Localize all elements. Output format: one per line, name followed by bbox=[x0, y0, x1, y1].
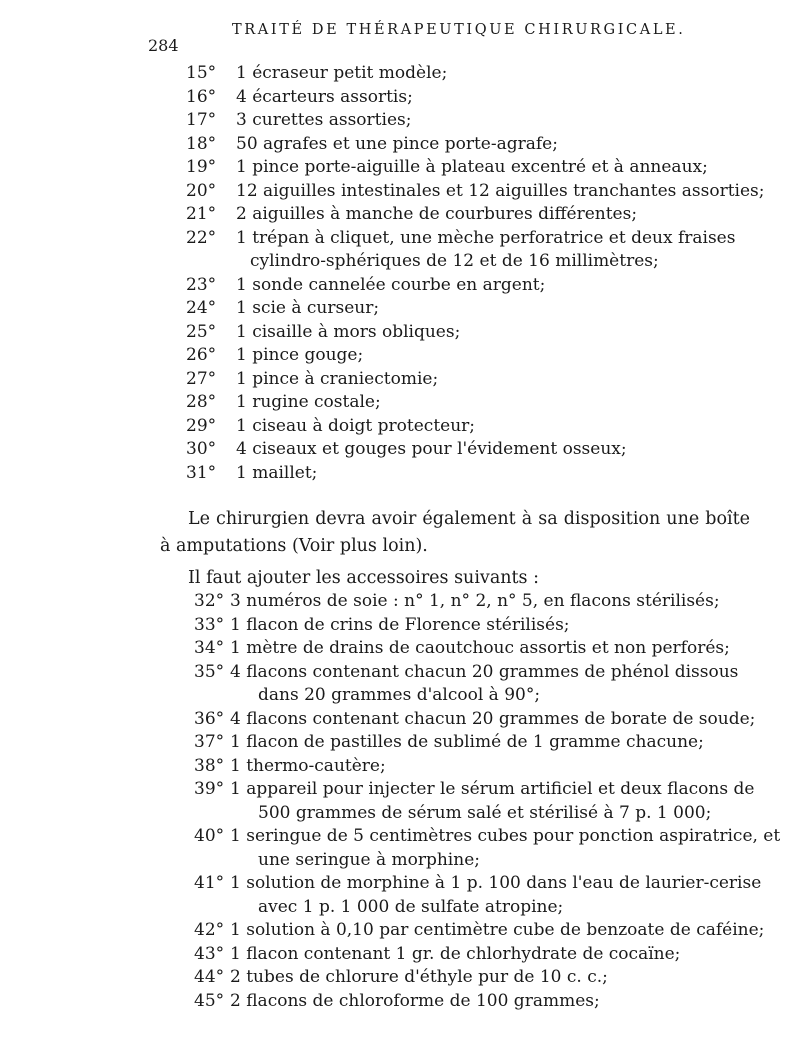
item-text: 1 cisaille à mors obliques; bbox=[236, 321, 461, 342]
item-text: 1 solution à 0,10 par centimètre cube de benzoate de caféine; bbox=[230, 920, 765, 940]
item-text: 1 scie à curseur; bbox=[236, 298, 380, 318]
list-item bbox=[186, 438, 746, 462]
list-item bbox=[186, 180, 765, 204]
list-item bbox=[194, 614, 754, 638]
item-text: 4 écarteurs assortis; bbox=[236, 86, 413, 107]
item-number: 31° bbox=[186, 462, 217, 483]
list-item bbox=[194, 755, 754, 779]
item-text: 2 flacons de chloroforme de 100 grammes; bbox=[230, 990, 600, 1011]
item-number: 32° bbox=[194, 591, 225, 611]
item-text: 1 sonde cannelée courbe en argent; bbox=[236, 274, 546, 295]
item-number: 23° bbox=[186, 274, 217, 295]
item-number: 39° bbox=[194, 779, 225, 799]
list-item bbox=[186, 133, 746, 157]
item-text: 1 solution de morphine à 1 p. 100 dans l'eau de laurier-cerise bbox=[230, 873, 762, 893]
item-text: 1 flacon contenant 1 gr. de chlorhydrate de cocaïne; bbox=[230, 943, 681, 964]
list-item bbox=[186, 415, 746, 439]
item-number: 41° bbox=[194, 873, 225, 893]
item-number: 36° bbox=[194, 708, 225, 729]
item-number: 30° bbox=[186, 439, 217, 459]
list-item bbox=[186, 344, 746, 368]
item-number: 27° bbox=[186, 368, 217, 389]
list-item bbox=[186, 203, 746, 227]
item-number: 34° bbox=[194, 638, 225, 658]
item-number: 17° bbox=[186, 110, 217, 130]
item-number: 16° bbox=[186, 86, 217, 107]
page-number: 284 bbox=[148, 36, 179, 55]
list-item bbox=[186, 62, 746, 86]
instrument-list bbox=[186, 62, 765, 485]
item-text: 50 agrafes et une pince porte-agrafe; bbox=[236, 133, 558, 154]
item-number: 20° bbox=[186, 180, 217, 201]
item-text: 4 ciseaux et gouges pour l'évidement osseux; bbox=[236, 439, 627, 459]
item-text: 1 rugine costale; bbox=[236, 392, 381, 412]
list-item bbox=[194, 590, 754, 614]
list-item bbox=[186, 274, 746, 298]
list-item bbox=[186, 156, 746, 180]
item-number: 35° bbox=[194, 661, 225, 682]
list-item bbox=[186, 368, 746, 392]
item-number: 40° bbox=[194, 826, 225, 846]
item-text: 1 thermo-cautère; bbox=[230, 755, 386, 776]
item-text: 4 flacons contenant chacun 20 grammes de borate de soude; bbox=[230, 708, 756, 729]
item-text: 1 mètre de drains de caoutchouc assortis et non perforés; bbox=[230, 638, 730, 658]
item-number: 42° bbox=[194, 920, 225, 940]
list-item bbox=[186, 297, 746, 321]
list-item bbox=[186, 227, 746, 274]
item-number: 43° bbox=[194, 943, 225, 964]
item-number: 37° bbox=[194, 732, 225, 752]
item-number: 45° bbox=[194, 990, 225, 1011]
list-item bbox=[186, 109, 746, 133]
list-item bbox=[194, 661, 754, 708]
item-number: 44° bbox=[194, 967, 225, 987]
list-item bbox=[194, 708, 754, 732]
list-item bbox=[186, 391, 746, 415]
list-item bbox=[194, 637, 754, 661]
item-text: 12 aiguilles intestinales et 12 aiguilles tranchantes assorties; bbox=[236, 180, 765, 201]
paragraph-accessories-intro: Il faut ajouter les accessoires suivants : bbox=[188, 568, 539, 588]
item-text: 1 pince gouge; bbox=[236, 345, 364, 365]
item-continuation: avec 1 p. 1 000 de sulfate atropine; bbox=[258, 896, 564, 917]
running-head: TRAITÉ DE THÉRAPEUTIQUE CHIRURGICALE. bbox=[232, 22, 686, 38]
paragraph-amputation-box: Le chirurgien devra avoir également à sa disposition une boîte à amputations (Voir plus loin). bbox=[160, 509, 750, 556]
item-text: 3 curettes assorties; bbox=[236, 110, 412, 130]
item-number: 22° bbox=[186, 227, 217, 248]
item-continuation: 500 grammes de sérum salé et stérilisé à 7 p. 1 000; bbox=[258, 802, 712, 823]
item-text: 1 maillet; bbox=[236, 462, 318, 483]
list-item bbox=[194, 919, 765, 943]
item-number: 15° bbox=[186, 63, 217, 83]
item-number: 38° bbox=[194, 755, 225, 776]
item-number: 25° bbox=[186, 321, 217, 342]
list-item bbox=[194, 825, 781, 872]
item-number: 33° bbox=[194, 614, 225, 635]
item-text: 2 aiguilles à manche de courbures différentes; bbox=[236, 204, 638, 224]
list-item bbox=[194, 731, 754, 755]
item-continuation: cylindro-sphériques de 12 et de 16 millimètres; bbox=[250, 251, 659, 271]
item-text: 1 flacon de crins de Florence stérilisés; bbox=[230, 614, 570, 635]
item-text: 1 flacon de pastilles de sublimé de 1 gramme chacune; bbox=[230, 732, 704, 752]
list-item bbox=[194, 943, 754, 967]
item-text: 1 pince porte-aiguille à plateau excentré et à anneaux; bbox=[236, 157, 708, 177]
item-text: 1 appareil pour injecter le sérum artificiel et deux flacons de bbox=[230, 779, 755, 799]
accessory-list bbox=[194, 590, 781, 1013]
list-item bbox=[194, 990, 754, 1014]
list-item bbox=[186, 462, 746, 486]
item-text: 1 pince à craniectomie; bbox=[236, 368, 439, 389]
item-text: 4 flacons contenant chacun 20 grammes de phénol dissous bbox=[230, 661, 739, 682]
item-text: 1 trépan à cliquet, une mèche perforatrice et deux fraises bbox=[236, 227, 736, 248]
list-item bbox=[186, 321, 746, 345]
item-text: 1 ciseau à doigt protecteur; bbox=[236, 415, 476, 436]
list-item bbox=[194, 966, 754, 990]
list-item bbox=[194, 872, 762, 919]
item-number: 18° bbox=[186, 133, 217, 154]
item-number: 28° bbox=[186, 392, 217, 412]
item-number: 21° bbox=[186, 204, 217, 224]
list-item bbox=[194, 778, 754, 825]
item-number: 24° bbox=[186, 298, 217, 318]
item-text: 3 numéros de soie : n° 1, n° 2, n° 5, en flacons stérilisés; bbox=[230, 591, 720, 611]
item-number: 29° bbox=[186, 415, 217, 436]
item-continuation: dans 20 grammes d'alcool à 90°; bbox=[258, 685, 541, 705]
item-continuation: une seringue à morphine; bbox=[258, 849, 480, 870]
item-number: 19° bbox=[186, 157, 217, 177]
list-item bbox=[186, 86, 746, 110]
item-text: 2 tubes de chlorure d'éthyle pur de 10 c. c.; bbox=[230, 967, 608, 987]
item-text: 1 seringue de 5 centimètres cubes pour ponction aspiratrice, et bbox=[230, 826, 781, 846]
item-text: 1 écraseur petit modèle; bbox=[236, 63, 448, 83]
item-number: 26° bbox=[186, 345, 217, 365]
